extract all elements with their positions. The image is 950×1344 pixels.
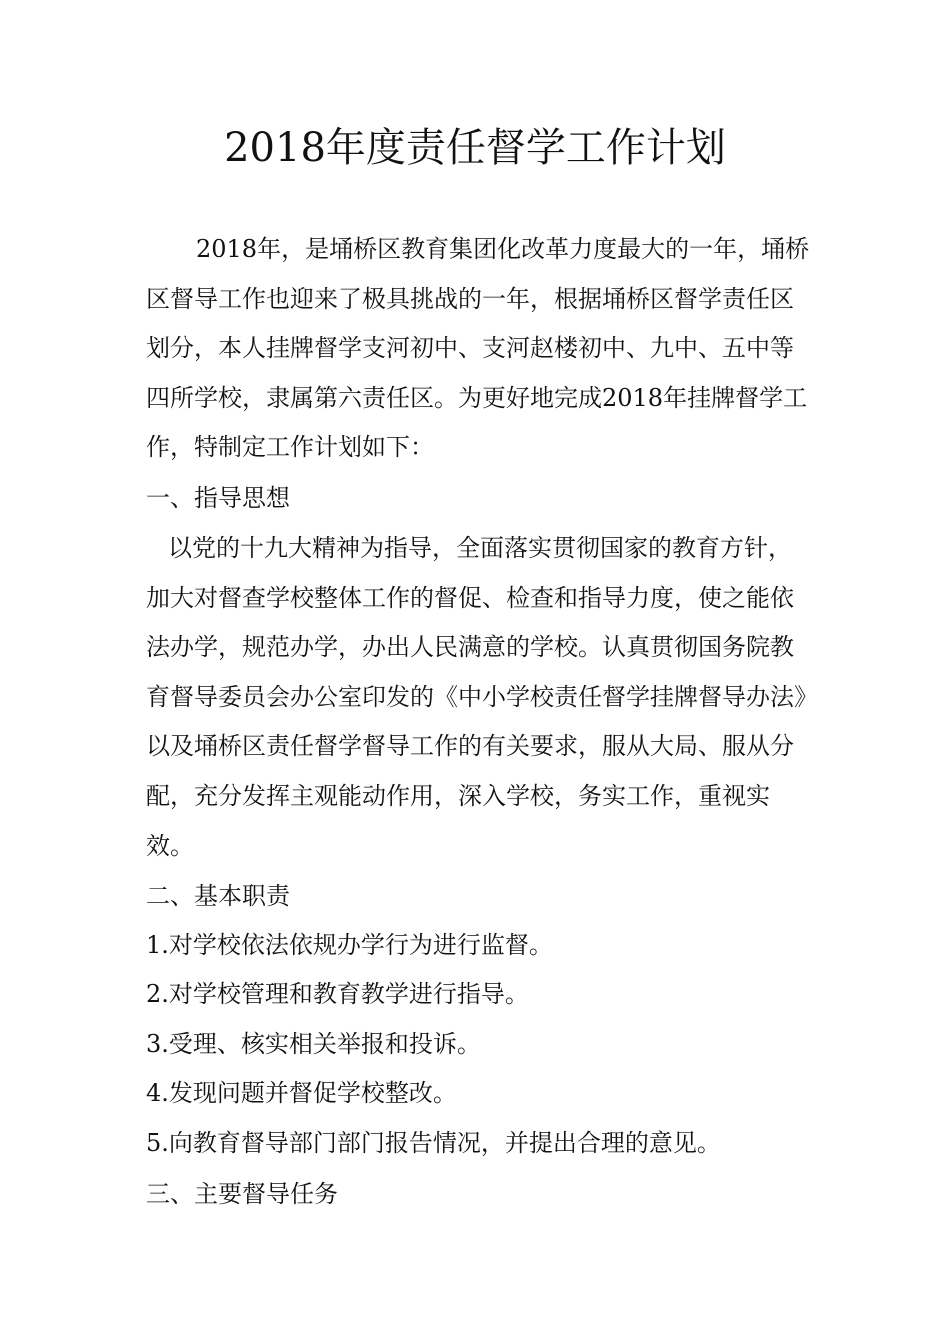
guiding-ideology-paragraph: 以党的十九大精神为指导，全面落实贯彻国家的教育方针，加大对督查学校整体工作的督促、检查和指导力度，使之能依法办学，规范办学，办出人民满意的学校。认真贯彻国务院教育督导委员会办公室印发的《中小学校责任督学挂牌督导办法》以及埇桥区责任督学督导工作的有关要求，服从大局、服从分配，充分发挥主观能动作用，深入学校，务实工作，重视实效。 [146,534,806,860]
duty-item: 3.受理、核实相关举报和投诉。 [146,1030,481,1058]
section-heading-main-tasks: 三、主要督导任务 [146,1180,338,1208]
duty-item: 1.对学校依法依规办学行为进行监督。 [146,931,553,959]
duty-item: 4.发现问题并督促学校整改。 [146,1079,457,1107]
duty-item: 5.向教育督导部门部门报告情况，并提出合理的意见。 [146,1129,721,1157]
intro-paragraph: 2018年，是埇桥区教育集团化改革力度最大的一年，埇桥区督导工作也迎来了极具挑战的一年，根据埇桥区督学责任区划分，本人挂牌督学支河初中、支河赵楼初中、九中、五中等四所学校，隶属第六责任区。为更好地完成2018年挂牌督学工作，特制定工作计划如下： [146,235,810,462]
document-title: 2018年度责任督学工作计划 [224,125,726,171]
duty-item: 2.对学校管理和教育教学进行指导。 [146,980,529,1008]
section-heading-guiding-ideology: 一、指导思想 [146,484,290,512]
section-heading-basic-duties: 二、基本职责 [146,882,290,910]
